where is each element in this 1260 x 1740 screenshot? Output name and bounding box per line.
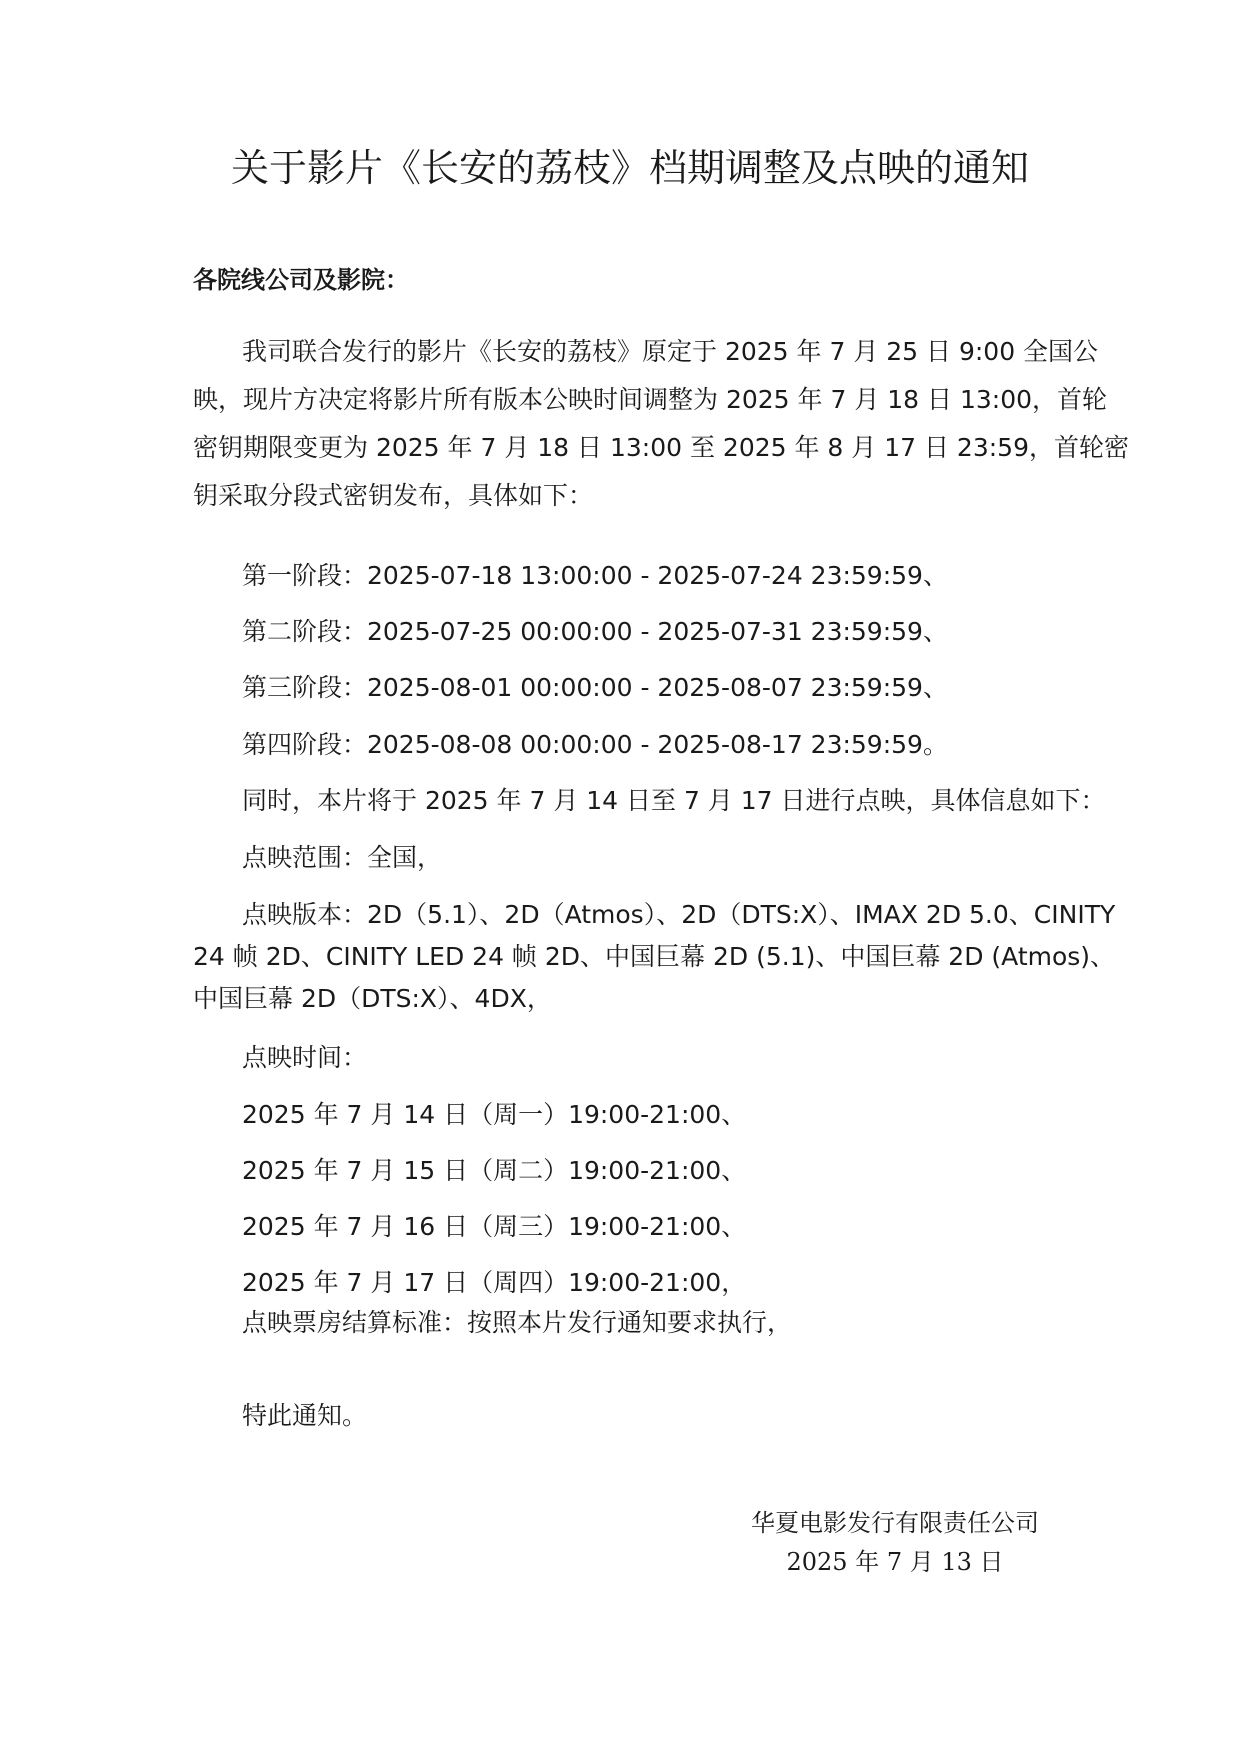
preview-time-item: 2025 年 7 月 17 日（周四）19:00-21:00， — [242, 1268, 747, 1297]
key-stage-1: 第一阶段：2025-07-18 13:00:00 - 2025-07-24 23:59:59、 — [242, 561, 948, 590]
notice-title: 关于影片《长安的荔枝》档期调整及点映的通知 — [230, 146, 1029, 190]
preview-versions-line: 点映版本：2D（5.1）、2D（Atmos）、2D（DTS:X）、IMAX 2D 5.0、CINITY — [242, 900, 1116, 929]
intro-line: 我司联合发行的影片《长安的荔枝》原定于 2025 年 7 月 25 日 9:00 全国公 — [242, 337, 1099, 366]
intro-line: 映，现片方决定将影片所有版本公映时间调整为 2025 年 7 月 18 日 13:00，首轮 — [193, 385, 1108, 414]
preview-time-item: 2025 年 7 月 15 日（周二）19:00-21:00、 — [242, 1156, 747, 1185]
intro-line: 钥采取分段式密钥发布，具体如下： — [193, 481, 594, 510]
preview-time-label: 点映时间： — [242, 1043, 368, 1072]
preview-versions-line: 24 帧 2D、CINITY LED 24 帧 2D、中国巨幕 2D (5.1)、中国巨幕 2D (Atmos)、 — [193, 942, 1116, 971]
preview-intro: 同时，本片将于 2025 年 7 月 14 日至 7 月 17 日进行点映，具体信息如下： — [242, 786, 1106, 815]
preview-time-item: 2025 年 7 月 16 日（周三）19:00-21:00、 — [242, 1212, 747, 1241]
closing-remark: 特此通知。 — [242, 1401, 368, 1430]
key-stage-4: 第四阶段：2025-08-08 00:00:00 - 2025-08-17 23:59:59。 — [242, 730, 948, 759]
settlement-standard: 点映票房结算标准：按照本片发行通知要求执行， — [242, 1308, 793, 1337]
intro-line: 密钥期限变更为 2025 年 7 月 18 日 13:00 至 2025 年 8 月 17 日 23:59，首轮密 — [193, 433, 1129, 462]
key-stage-2: 第二阶段：2025-07-25 00:00:00 - 2025-07-31 23:59:59、 — [242, 617, 948, 646]
signature-company: 华夏电影发行有限责任公司 — [751, 1509, 1039, 1537]
key-stage-3: 第三阶段：2025-08-01 00:00:00 - 2025-08-07 23:59:59、 — [242, 673, 948, 702]
signature-date: 2025 年 7 月 13 日 — [786, 1548, 1004, 1576]
preview-scope: 点映范围：全国， — [242, 843, 443, 872]
preview-time-item: 2025 年 7 月 14 日（周一）19:00-21:00、 — [242, 1100, 747, 1129]
preview-versions-line: 中国巨幕 2D（DTS:X）、4DX， — [193, 984, 552, 1013]
salutation: 各院线公司及影院： — [193, 266, 409, 294]
